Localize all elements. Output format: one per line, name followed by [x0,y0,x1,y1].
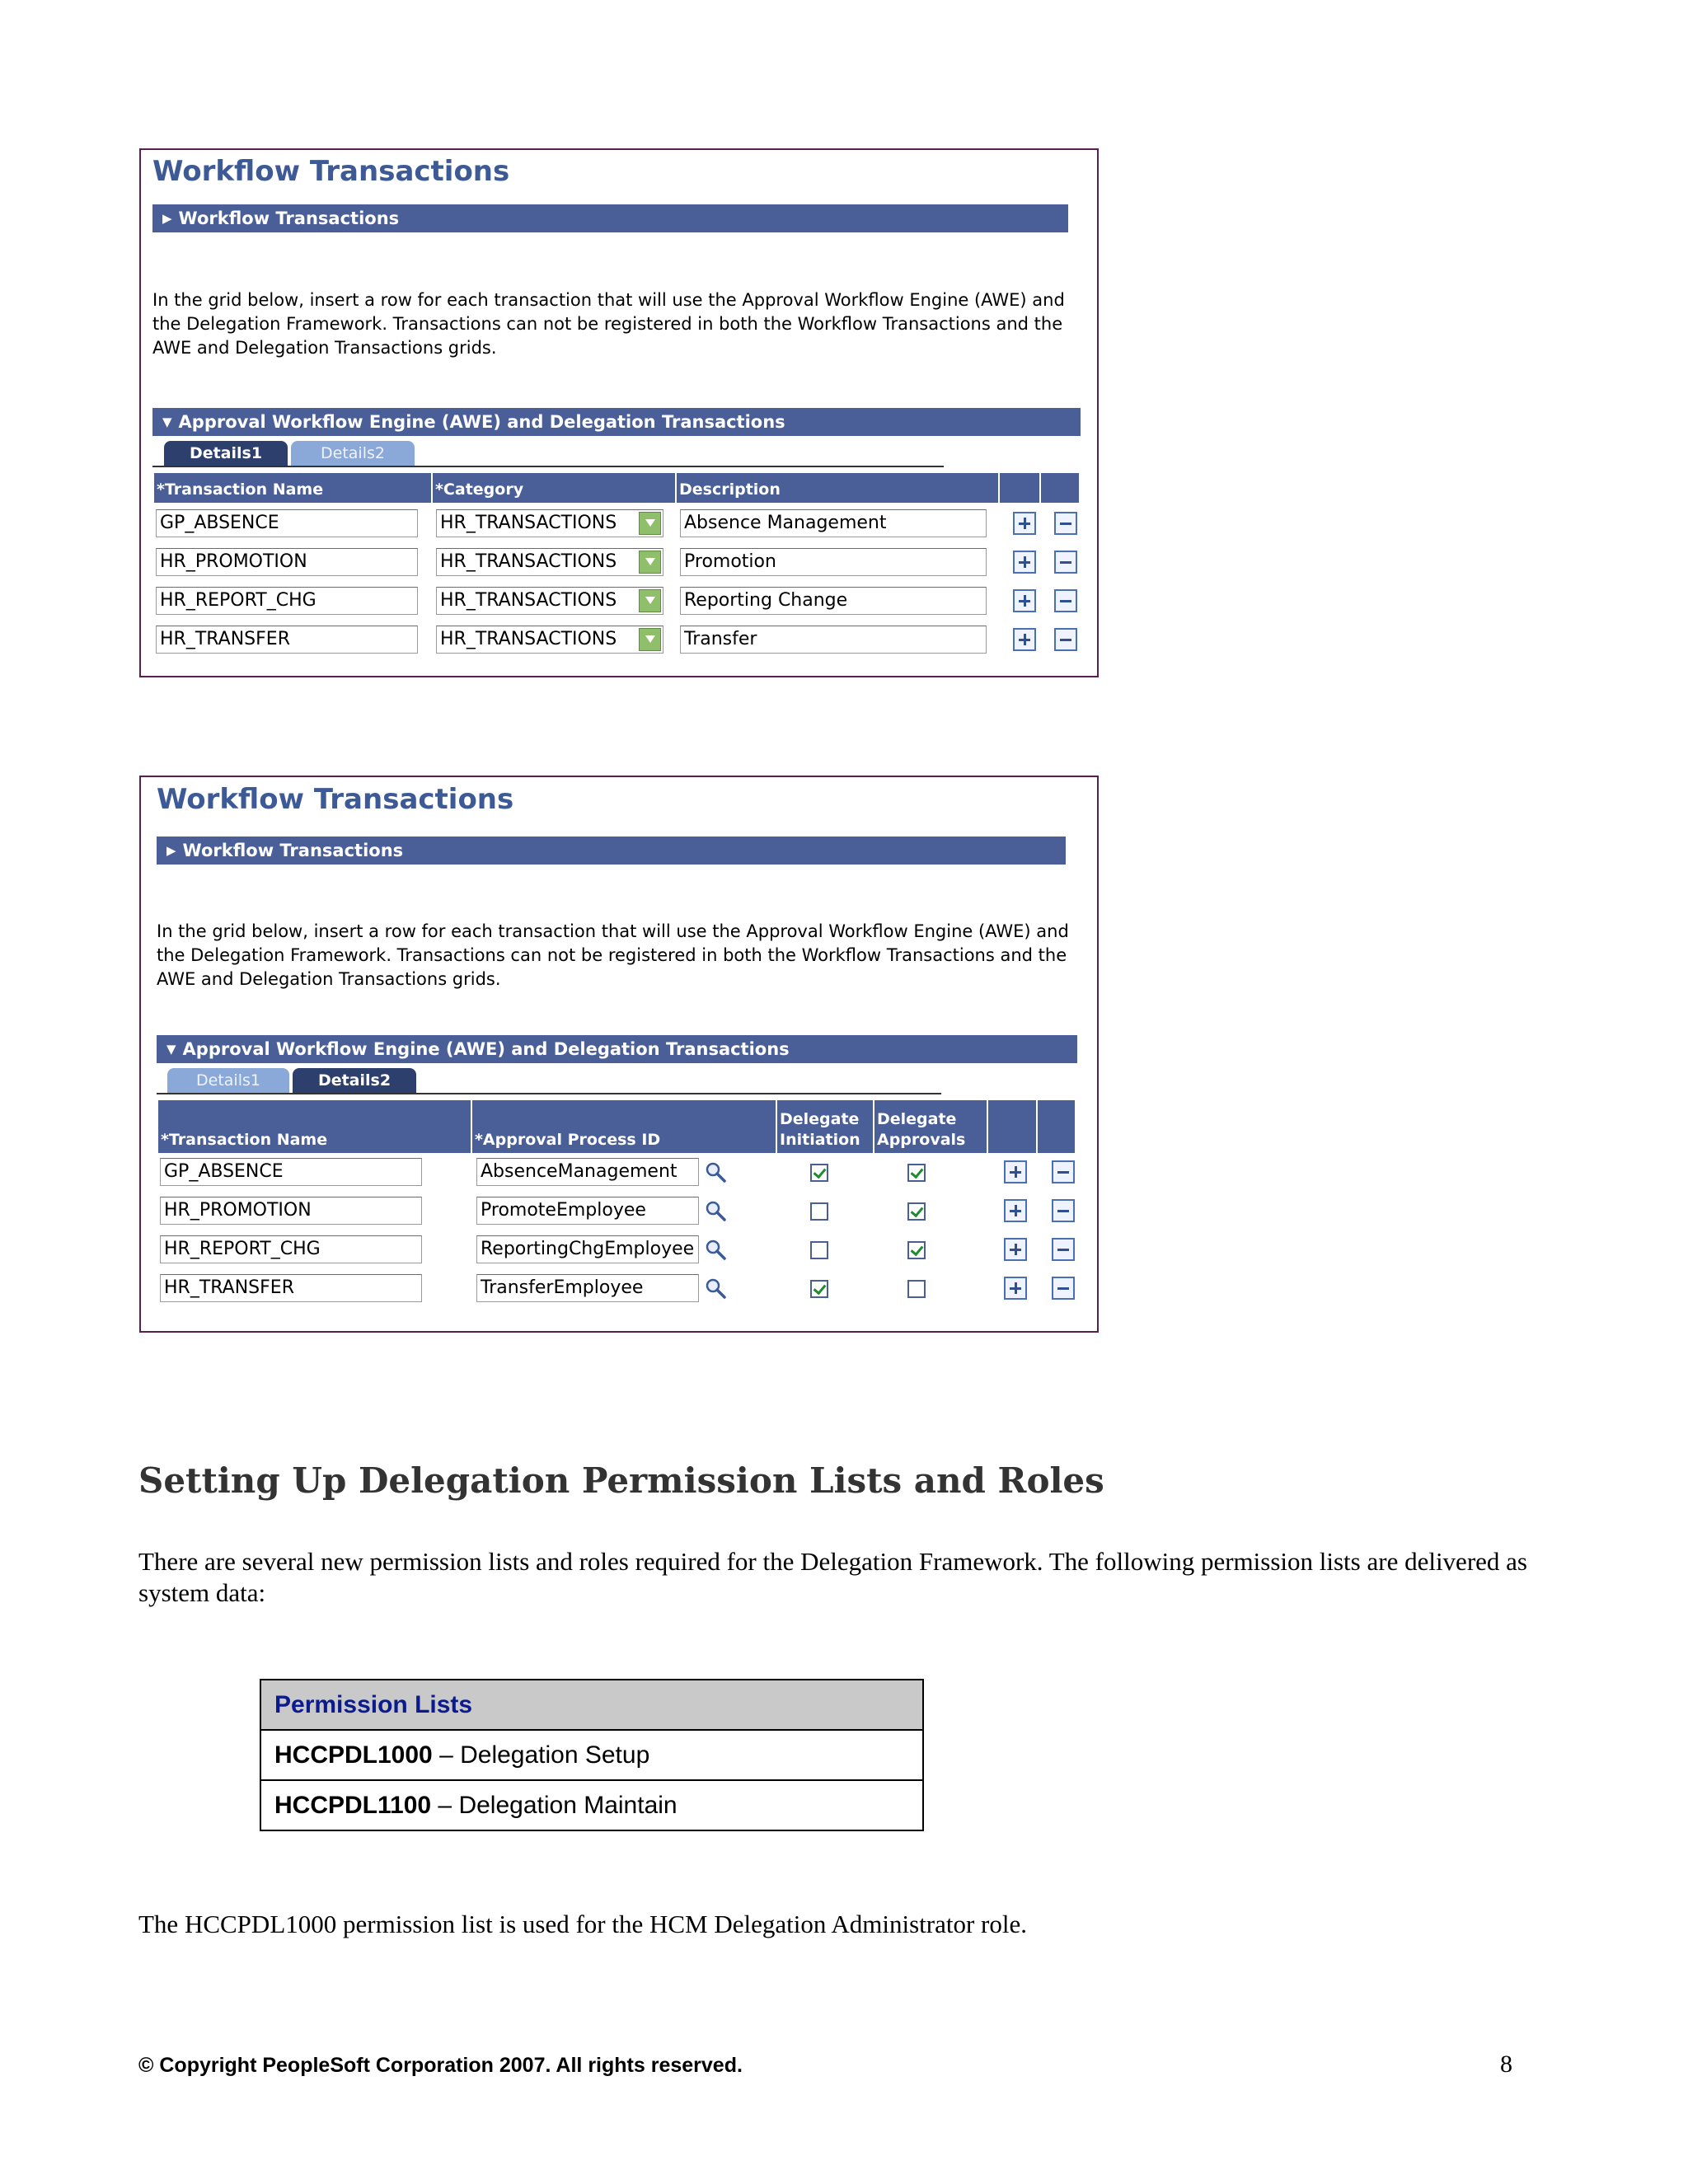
permission-lists-table [260,1679,924,1831]
table-row [156,509,1079,539]
table-row [156,587,1079,616]
add-row-icon[interactable] [1004,1160,1027,1183]
tab-details2[interactable]: Details2 [291,441,415,466]
screenshot-details1 [139,148,1099,677]
description-input[interactable]: Absence Management [680,509,987,537]
transaction-name-input[interactable]: HR_TRANSFER [156,626,418,654]
table-row [160,1235,1075,1265]
delete-row-icon[interactable] [1054,551,1077,574]
table-row [160,1197,1075,1226]
intro-paragraph: There are several new permission lists and roles required for the Delegation Framework. The following permission lists are delivered as system data: [138,1547,1527,1607]
instructions-text: In the grid below, insert a row for each transaction that will use the Approval Workflow Engine (AWE) and the Delegation Framework. Transactions can not be registered in both the Workflow Transactions and the AWE and Delegation Transactions grids. [157,921,1069,989]
table-row [160,1158,1075,1188]
triangle-right-icon: ▶ [162,211,172,226]
approval-process-id-input[interactable]: AbsenceManagement [476,1158,699,1186]
transaction-name-input[interactable]: HR_REPORT_CHG [160,1235,422,1263]
table-row [160,1274,1075,1304]
delegate-approvals-checkbox[interactable] [907,1241,926,1259]
delegate-approvals-checkbox[interactable] [907,1202,926,1221]
tab-bar [157,1068,1063,1094]
column-header-delegate-approvals[interactable]: Delegate Approvals [874,1100,988,1153]
page-number: 8 [1500,2050,1512,2078]
tab-bar [152,441,1059,467]
column-header-description[interactable]: Description [677,473,1000,503]
column-header-add [988,1100,1038,1153]
dropdown-arrow-icon[interactable] [639,512,661,535]
delete-row-icon[interactable] [1054,628,1077,651]
tab-divider [157,1093,941,1094]
category-select[interactable]: HR_TRANSACTIONS [436,509,663,537]
permission-code: HCCPDL1000 [274,1741,433,1769]
tab-details1[interactable]: Details1 [164,441,288,466]
delete-row-icon[interactable] [1054,589,1077,612]
add-row-icon[interactable] [1004,1238,1027,1261]
column-header-delete [1041,473,1079,503]
approval-process-id-input[interactable]: TransferEmployee [476,1274,699,1302]
tab-details1[interactable]: Details1 [167,1068,289,1093]
magnifier-icon[interactable] [704,1238,727,1261]
column-header-category[interactable]: *Category [433,473,677,503]
magnifier-icon[interactable] [704,1199,727,1222]
permission-name: Delegation Setup [460,1741,650,1769]
add-row-icon[interactable] [1013,551,1036,574]
tab-divider [152,466,944,467]
delete-row-icon[interactable] [1052,1199,1075,1222]
permission-table-header: Permission Lists [260,1680,923,1730]
dropdown-arrow-icon[interactable] [639,589,661,612]
add-row-icon[interactable] [1004,1199,1027,1222]
column-header-add [1000,473,1041,503]
approval-process-id-input[interactable]: PromoteEmployee [476,1197,699,1225]
approval-process-id-input[interactable]: ReportingChgEmployee [476,1235,699,1263]
grid-section-bar[interactable] [157,1035,1077,1063]
permission-code: HCCPDL1100 [274,1791,432,1819]
instructions-text: In the grid below, insert a row for each transaction that will use the Approval Workflow Engine (AWE) and the Delegation Framework. Transactions can not be registered in both the Workflow Transactions and the AWE and Delegation Transactions grids. [152,290,1065,358]
dropdown-arrow-icon[interactable] [639,551,661,574]
category-select[interactable]: HR_TRANSACTIONS [436,626,663,654]
delete-row-icon[interactable] [1052,1277,1075,1300]
permission-row: HCCPDL1100 – Delegation Maintain [260,1780,923,1830]
collapsed-section-bar[interactable] [157,837,1066,865]
delegate-approvals-checkbox[interactable] [907,1164,926,1182]
description-input[interactable]: Reporting Change [680,587,987,615]
add-row-icon[interactable] [1004,1277,1027,1300]
category-select[interactable]: HR_TRANSACTIONS [436,548,663,576]
add-row-icon[interactable] [1013,589,1036,612]
magnifier-icon[interactable] [704,1160,727,1183]
delegate-initiation-checkbox[interactable] [810,1202,828,1221]
transaction-name-input[interactable]: HR_PROMOTION [160,1197,422,1225]
grid-section-label: Approval Workflow Engine (AWE) and Delegation Transactions [182,1039,790,1059]
category-select[interactable]: HR_TRANSACTIONS [436,587,663,615]
dropdown-arrow-icon[interactable] [639,628,661,651]
permission-name: Delegation Maintain [458,1791,678,1819]
column-header-delegate-initiation[interactable]: Delegate Initiation [777,1100,874,1153]
screenshot-details2 [139,776,1099,1333]
description-input[interactable]: Transfer [680,626,987,654]
triangle-down-icon: ▼ [166,1042,176,1057]
delete-row-icon[interactable] [1052,1160,1075,1183]
triangle-down-icon: ▼ [162,415,172,429]
transaction-name-input[interactable]: HR_REPORT_CHG [156,587,418,615]
table-row [156,548,1079,578]
transaction-name-input[interactable]: GP_ABSENCE [156,509,418,537]
triangle-right-icon: ▶ [166,843,176,858]
delete-row-icon[interactable] [1054,512,1077,535]
description-input[interactable]: Promotion [680,548,987,576]
page-title: Workflow Transactions [152,155,510,188]
transaction-name-input[interactable]: HR_TRANSFER [160,1274,422,1302]
table-row [156,626,1079,655]
collapsed-section-bar[interactable] [152,204,1068,232]
column-header-transaction[interactable]: *Transaction Name [158,1100,472,1153]
delegate-initiation-checkbox[interactable] [810,1164,828,1182]
closing-paragraph: The HCCPDL1000 permission list is used for the HCM Delegation Administrator role. [138,1910,1028,1938]
add-row-icon[interactable] [1013,628,1036,651]
delete-row-icon[interactable] [1052,1238,1075,1261]
add-row-icon[interactable] [1013,512,1036,535]
copyright-footer: © Copyright PeopleSoft Corporation 2007. All rights reserved. [138,2054,743,2077]
grid-section-label: Approval Workflow Engine (AWE) and Delegation Transactions [178,412,785,432]
column-header-delete [1038,1100,1075,1153]
column-header-transaction[interactable]: *Transaction Name [154,473,433,503]
permission-row: HCCPDL1000 – Delegation Setup [260,1730,923,1780]
magnifier-icon[interactable] [704,1277,727,1300]
delegate-approvals-checkbox[interactable] [907,1280,926,1298]
collapsed-section-label: Workflow Transactions [182,841,404,860]
delegate-initiation-checkbox[interactable] [810,1241,828,1259]
grid-header [154,473,1079,503]
grid-section-bar[interactable] [152,408,1081,436]
tab-details2[interactable]: Details2 [293,1068,416,1093]
transaction-name-input[interactable]: GP_ABSENCE [160,1158,422,1186]
grid-header [158,1100,1075,1153]
column-header-process-id[interactable]: *Approval Process ID [472,1100,777,1153]
transaction-name-input[interactable]: HR_PROMOTION [156,548,418,576]
section-heading: Setting Up Delegation Permission Lists and Roles [138,1460,1104,1501]
delegate-initiation-checkbox[interactable] [810,1280,828,1298]
page-title: Workflow Transactions [157,783,514,816]
collapsed-section-label: Workflow Transactions [178,209,400,228]
